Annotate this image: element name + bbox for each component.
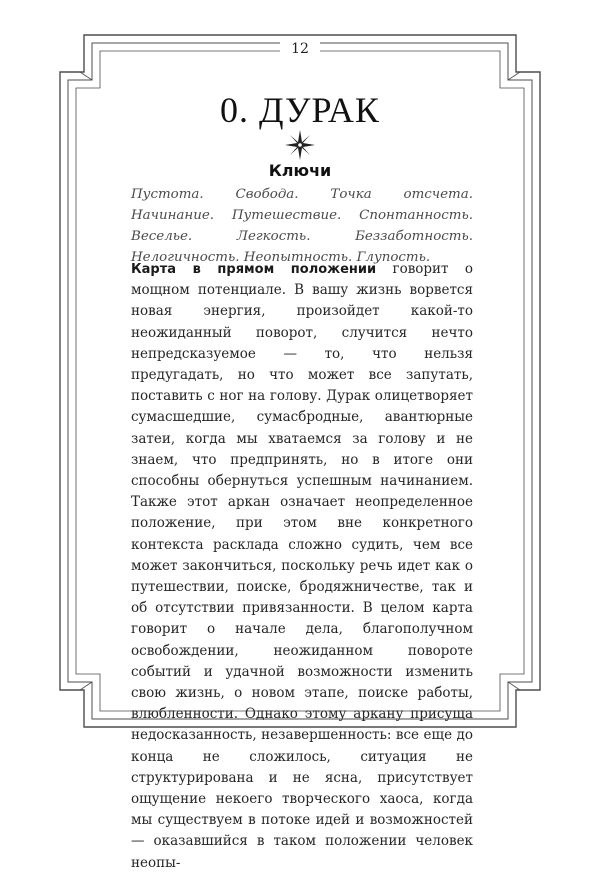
- page-number: 12: [280, 40, 320, 58]
- body-paragraph: [131, 259, 473, 874]
- body-text: говорит о мощном потенциале. В вашу жизнь ворвется новая энергия, произойдет какой-то неожиданный поворот, случится нечто непредсказуемое — то, что нельзя предугадать, но что может все запутать, поставить с ног на голову. Дурак олицетворяет сумасшедшие, сумасбродные, авантюрные затеи, когда мы хватаемся за голову и не знаем, что предпринять, но в итоге они способны обернуться успешным начинанием. Также этот аркан означает неопределенное положение, при этом вне конкретного контекста расклада сложно судить, чем все может закончиться, поскольку речь идет как о путешествии, поиске, бродяжничестве, так и об отсутствии привязанности. В целом карта говорит о начале дела, благополучном освобождении, неожиданном повороте событий и удачной возможности изменить свою жизнь, о новом этапе, поиске работы, влюбленности. Однако этому аркану присуща недосказанность, незавершенность: все еще до конца не сложилось, ситуация не структурирована и не ясна, присутствует ощущение некоего творческого хаоса, когда мы существуем в потоке идей и возможностей — оказавшийся в таком положении человек неопы-: [131, 261, 474, 871]
- chapter-title: 0. ДУРАК: [220, 90, 380, 130]
- keys-heading: Ключи: [268, 161, 332, 180]
- keys-text: Пустота. Свобода. Точка отсчета. Начинание. Путешествие. Спонтанность. Веселье. Легкость. Беззаботность. Нелогичность. Неопытность. Глупость.: [131, 187, 473, 265]
- body-lead: Карта в прямом положении: [131, 262, 377, 277]
- compass-star-icon: [285, 130, 315, 160]
